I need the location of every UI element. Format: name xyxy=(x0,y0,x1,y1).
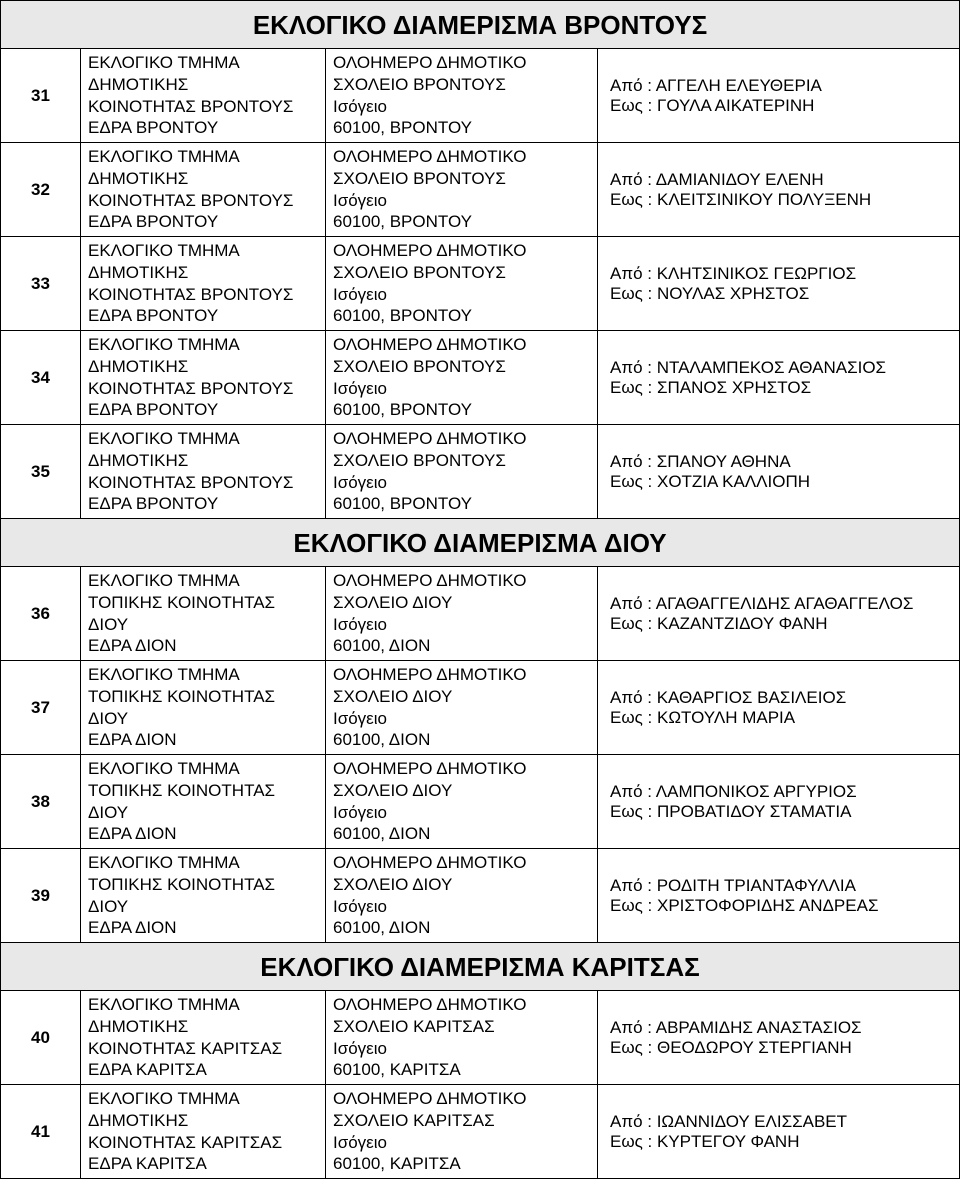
voter-range-cell xyxy=(598,331,960,425)
department-line: ΕΚΛΟΓΙΚΟ ΤΜΗΜΑ xyxy=(88,335,240,355)
table-row xyxy=(1,331,960,425)
location-line: ΟΛΟΗΜΕΡΟ ΔΗΜΟΤΙΚΟ xyxy=(333,571,527,591)
voter-range-cell xyxy=(598,755,960,849)
section-header-row xyxy=(1,1,960,49)
location-line: Ισόγειο xyxy=(333,1132,387,1152)
location-line: Ισόγειο xyxy=(333,96,387,116)
location-line: Ισόγειο xyxy=(333,284,387,304)
table-row xyxy=(1,661,960,755)
location-line: ΟΛΟΗΜΕΡΟ ΔΗΜΟΤΙΚΟ xyxy=(333,335,527,355)
department-line: ΔΙΟΥ xyxy=(88,708,129,728)
location-line: 60100, ΔΙΟΝ xyxy=(333,918,431,938)
department-line: ΤΟΠΙΚΗΣ ΚΟΙΝΟΤΗΤΑΣ xyxy=(88,780,276,800)
table-row xyxy=(1,567,960,661)
station-number: 35 xyxy=(1,425,81,519)
department-line: ΚΟΙΝΟΤΗΤΑΣ ΚΑΡΙΤΣΑΣ xyxy=(88,1132,283,1152)
voter-range-cell xyxy=(598,991,960,1085)
section-title: ΕΚΛΟΓΙΚΟ ΔΙΑΜΕΡΙΣΜΑ ΔΙΟΥ xyxy=(1,519,960,567)
department-line: ΤΟΠΙΚΗΣ ΚΟΙΝΟΤΗΤΑΣ xyxy=(88,874,276,894)
department-line: ΚΟΙΝΟΤΗΤΑΣ ΚΑΡΙΤΣΑΣ xyxy=(88,1038,283,1058)
location-line: ΣΧΟΛΕΙΟ ΔΙΟΥ xyxy=(333,686,453,706)
station-number: 38 xyxy=(1,755,81,849)
department-cell xyxy=(81,143,326,237)
location-line: ΟΛΟΗΜΕΡΟ ΔΗΜΟΤΙΚΟ xyxy=(333,995,527,1015)
department-line: ΔΗΜΟΤΙΚΗΣ xyxy=(88,356,189,376)
voter-range-to: Εως : ΚΥΡΤΕΓΟΥ ΦΑΝΗ xyxy=(610,1131,800,1151)
location-line: ΟΛΟΗΜΕΡΟ ΔΗΜΟΤΙΚΟ xyxy=(333,147,527,167)
voter-range-cell xyxy=(598,143,960,237)
table-row xyxy=(1,237,960,331)
voter-range-from: Από : ΑΓΑΘΑΓΓΕΛΙΔΗΣ ΑΓΑΘΑΓΓΕΛΟΣ xyxy=(610,593,914,613)
department-line: ΕΚΛΟΓΙΚΟ ΤΜΗΜΑ xyxy=(88,995,240,1015)
department-line: ΤΟΠΙΚΗΣ ΚΟΙΝΟΤΗΤΑΣ xyxy=(88,592,276,612)
department-line: ΔΙΟΥ xyxy=(88,896,129,916)
voter-range-from: Από : ΣΠΑΝΟΥ ΑΘΗΝΑ xyxy=(610,451,791,471)
section-title: ΕΚΛΟΓΙΚΟ ΔΙΑΜΕΡΙΣΜΑ ΒΡΟΝΤΟΥΣ xyxy=(1,1,960,49)
department-line: ΔΗΜΟΤΙΚΗΣ xyxy=(88,1016,189,1036)
table-row xyxy=(1,849,960,943)
location-line: Ισόγειο xyxy=(333,472,387,492)
voter-range-cell xyxy=(598,237,960,331)
location-line: Ισόγειο xyxy=(333,896,387,916)
voter-range-cell xyxy=(598,425,960,519)
voter-range-to: Εως : ΘΕΟΔΩΡΟΥ ΣΤΕΡΓΙΑΝΗ xyxy=(610,1037,852,1057)
table-row xyxy=(1,143,960,237)
location-cell xyxy=(326,661,598,755)
location-line: 60100, ΔΙΟΝ xyxy=(333,730,431,750)
location-line: Ισόγειο xyxy=(333,190,387,210)
department-line: ΕΔΡΑ ΔΙΟΝ xyxy=(88,636,177,656)
station-number: 34 xyxy=(1,331,81,425)
department-line: ΕΔΡΑ ΔΙΟΝ xyxy=(88,824,177,844)
voter-range-to: Εως : ΣΠΑΝΟΣ ΧΡΗΣΤΟΣ xyxy=(610,377,812,397)
voter-range-to: Εως : ΧΟΤΖΙΑ ΚΑΛΛΙΟΠΗ xyxy=(610,471,811,491)
location-line: ΣΧΟΛΕΙΟ ΒΡΟΝΤΟΥΣ xyxy=(333,74,506,94)
location-cell xyxy=(326,755,598,849)
voter-range-to: Εως : ΠΡΟΒΑΤΙΔΟΥ ΣΤΑΜΑΤΙΑ xyxy=(610,801,852,821)
voter-range-from: Από : ΑΓΓΕΛΗ ΕΛΕΥΘΕΡΙΑ xyxy=(610,75,822,95)
station-number: 40 xyxy=(1,991,81,1085)
voter-range-to: Εως : ΝΟΥΛΑΣ ΧΡΗΣΤΟΣ xyxy=(610,283,810,303)
department-line: ΕΔΡΑ ΔΙΟΝ xyxy=(88,730,177,750)
location-line: ΣΧΟΛΕΙΟ ΒΡΟΝΤΟΥΣ xyxy=(333,168,506,188)
station-number: 33 xyxy=(1,237,81,331)
location-line: Ισόγειο xyxy=(333,378,387,398)
department-line: ΕΚΛΟΓΙΚΟ ΤΜΗΜΑ xyxy=(88,571,240,591)
location-line: ΣΧΟΛΕΙΟ ΒΡΟΝΤΟΥΣ xyxy=(333,262,506,282)
department-line: ΕΔΡΑ ΚΑΡΙΤΣΑ xyxy=(88,1154,207,1174)
department-line: ΚΟΙΝΟΤΗΤΑΣ ΒΡΟΝΤΟΥΣ xyxy=(88,190,294,210)
department-line: ΕΚΛΟΓΙΚΟ ΤΜΗΜΑ xyxy=(88,853,240,873)
department-line: ΕΚΛΟΓΙΚΟ ΤΜΗΜΑ xyxy=(88,241,240,261)
department-line: ΕΔΡΑ ΒΡΟΝΤΟΥ xyxy=(88,400,219,420)
voter-range-to: Εως : ΚΑΖΑΝΤΖΙΔΟΥ ΦΑΝΗ xyxy=(610,613,828,633)
location-line: ΣΧΟΛΕΙΟ ΒΡΟΝΤΟΥΣ xyxy=(333,450,506,470)
department-cell xyxy=(81,991,326,1085)
location-line: ΣΧΟΛΕΙΟ ΒΡΟΝΤΟΥΣ xyxy=(333,356,506,376)
voter-range-from: Από : ΚΛΗΤΣΙΝΙΚΟΣ ΓΕΩΡΓΙΟΣ xyxy=(610,263,857,283)
voter-range-from: Από : ΡΟΔΙΤΗ ΤΡΙΑΝΤΑΦΥΛΛΙΑ xyxy=(610,875,856,895)
voter-range-cell xyxy=(598,661,960,755)
department-cell xyxy=(81,331,326,425)
location-line: 60100, ΒΡΟΝΤΟΥ xyxy=(333,306,472,326)
location-line: ΣΧΟΛΕΙΟ ΔΙΟΥ xyxy=(333,874,453,894)
location-line: ΟΛΟΗΜΕΡΟ ΔΗΜΟΤΙΚΟ xyxy=(333,429,527,449)
location-line: ΣΧΟΛΕΙΟ ΚΑΡΙΤΣΑΣ xyxy=(333,1016,495,1036)
location-cell xyxy=(326,991,598,1085)
location-line: ΣΧΟΛΕΙΟ ΔΙΟΥ xyxy=(333,780,453,800)
station-number: 37 xyxy=(1,661,81,755)
department-line: ΕΔΡΑ ΚΑΡΙΤΣΑ xyxy=(88,1060,207,1080)
voter-range-from: Από : ΔΑΜΙΑΝΙΔΟΥ ΕΛΕΝΗ xyxy=(610,169,824,189)
voter-range-cell xyxy=(598,567,960,661)
voter-range-cell xyxy=(598,849,960,943)
table-row xyxy=(1,991,960,1085)
table-row xyxy=(1,755,960,849)
station-number: 41 xyxy=(1,1085,81,1179)
department-line: ΕΔΡΑ ΒΡΟΝΤΟΥ xyxy=(88,306,219,326)
location-line: ΟΛΟΗΜΕΡΟ ΔΗΜΟΤΙΚΟ xyxy=(333,241,527,261)
location-line: Ισόγειο xyxy=(333,614,387,634)
department-line: ΤΟΠΙΚΗΣ ΚΟΙΝΟΤΗΤΑΣ xyxy=(88,686,276,706)
voter-range-to: Εως : ΓΟΥΛΑ ΑΙΚΑΤΕΡΙΝΗ xyxy=(610,95,815,115)
department-line: ΔΗΜΟΤΙΚΗΣ xyxy=(88,168,189,188)
location-line: ΟΛΟΗΜΕΡΟ ΔΗΜΟΤΙΚΟ xyxy=(333,53,527,73)
location-line: 60100, ΒΡΟΝΤΟΥ xyxy=(333,400,472,420)
location-line: 60100, ΒΡΟΝΤΟΥ xyxy=(333,118,472,138)
department-line: ΚΟΙΝΟΤΗΤΑΣ ΒΡΟΝΤΟΥΣ xyxy=(88,378,294,398)
location-cell xyxy=(326,331,598,425)
voter-range-from: Από : ΝΤΑΛΑΜΠΕΚΟΣ ΑΘΑΝΑΣΙΟΣ xyxy=(610,357,887,377)
voter-range-to: Εως : ΚΛΕΙΤΣΙΝΙΚΟΥ ΠΟΛΥΞΕΝΗ xyxy=(610,189,872,209)
department-line: ΚΟΙΝΟΤΗΤΑΣ ΒΡΟΝΤΟΥΣ xyxy=(88,284,294,304)
location-line: Ισόγειο xyxy=(333,708,387,728)
location-line: Ισόγειο xyxy=(333,1038,387,1058)
location-line: ΟΛΟΗΜΕΡΟ ΔΗΜΟΤΙΚΟ xyxy=(333,665,527,685)
location-line: ΟΛΟΗΜΕΡΟ ΔΗΜΟΤΙΚΟ xyxy=(333,853,527,873)
table-row xyxy=(1,1085,960,1179)
department-line: ΔΗΜΟΤΙΚΗΣ xyxy=(88,74,189,94)
location-cell xyxy=(326,237,598,331)
voter-range-from: Από : ΚΑΘΑΡΓΙΟΣ ΒΑΣΙΛΕΙΟΣ xyxy=(610,687,847,707)
voter-range-cell xyxy=(598,1085,960,1179)
department-line: ΕΚΛΟΓΙΚΟ ΤΜΗΜΑ xyxy=(88,665,240,685)
location-line: 60100, ΚΑΡΙΤΣΑ xyxy=(333,1060,461,1080)
location-cell xyxy=(326,49,598,143)
department-cell xyxy=(81,755,326,849)
table-row xyxy=(1,49,960,143)
station-number: 31 xyxy=(1,49,81,143)
location-line: 60100, ΒΡΟΝΤΟΥ xyxy=(333,212,472,232)
department-cell xyxy=(81,661,326,755)
department-line: ΕΔΡΑ ΒΡΟΝΤΟΥ xyxy=(88,494,219,514)
department-line: ΚΟΙΝΟΤΗΤΑΣ ΒΡΟΝΤΟΥΣ xyxy=(88,472,294,492)
location-line: 60100, ΚΑΡΙΤΣΑ xyxy=(333,1154,461,1174)
location-cell xyxy=(326,1085,598,1179)
department-line: ΕΚΛΟΓΙΚΟ ΤΜΗΜΑ xyxy=(88,429,240,449)
department-line: ΕΔΡΑ ΒΡΟΝΤΟΥ xyxy=(88,118,219,138)
section-title: ΕΚΛΟΓΙΚΟ ΔΙΑΜΕΡΙΣΜΑ ΚΑΡΙΤΣΑΣ xyxy=(1,943,960,991)
department-line: ΔΗΜΟΤΙΚΗΣ xyxy=(88,262,189,282)
location-cell xyxy=(326,567,598,661)
voter-range-to: Εως : ΚΩΤΟΥΛΗ ΜΑΡΙΑ xyxy=(610,707,796,727)
department-line: ΕΔΡΑ ΒΡΟΝΤΟΥ xyxy=(88,212,219,232)
voter-range-from: Από : ΙΩΑΝΝΙΔΟΥ ΕΛΙΣΣΑΒΕΤ xyxy=(610,1111,848,1131)
department-line: ΔΗΜΟΤΙΚΗΣ xyxy=(88,450,189,470)
location-line: ΣΧΟΛΕΙΟ ΚΑΡΙΤΣΑΣ xyxy=(333,1110,495,1130)
location-line: 60100, ΔΙΟΝ xyxy=(333,824,431,844)
department-line: ΚΟΙΝΟΤΗΤΑΣ ΒΡΟΝΤΟΥΣ xyxy=(88,96,294,116)
location-line: ΟΛΟΗΜΕΡΟ ΔΗΜΟΤΙΚΟ xyxy=(333,1089,527,1109)
department-line: ΕΚΛΟΓΙΚΟ ΤΜΗΜΑ xyxy=(88,759,240,779)
department-line: ΕΔΡΑ ΔΙΟΝ xyxy=(88,918,177,938)
section-header-row xyxy=(1,519,960,567)
department-cell xyxy=(81,425,326,519)
location-line: Ισόγειο xyxy=(333,802,387,822)
voter-range-cell xyxy=(598,49,960,143)
location-line: 60100, ΔΙΟΝ xyxy=(333,636,431,656)
voter-range-to: Εως : ΧΡΙΣΤΟΦΟΡΙΔΗΣ ΑΝΔΡΕΑΣ xyxy=(610,895,879,915)
department-cell xyxy=(81,567,326,661)
voter-range-from: Από : ΑΒΡΑΜΙΔΗΣ ΑΝΑΣΤΑΣΙΟΣ xyxy=(610,1017,862,1037)
voter-range-from: Από : ΛΑΜΠΟΝΙΚΟΣ ΑΡΓΥΡΙΟΣ xyxy=(610,781,857,801)
department-line: ΔΙΟΥ xyxy=(88,614,129,634)
table-row xyxy=(1,425,960,519)
department-cell xyxy=(81,237,326,331)
section-header-row xyxy=(1,943,960,991)
department-line: ΔΗΜΟΤΙΚΗΣ xyxy=(88,1110,189,1130)
location-line: ΟΛΟΗΜΕΡΟ ΔΗΜΟΤΙΚΟ xyxy=(333,759,527,779)
location-line: ΣΧΟΛΕΙΟ ΔΙΟΥ xyxy=(333,592,453,612)
location-line: 60100, ΒΡΟΝΤΟΥ xyxy=(333,494,472,514)
department-line: ΔΙΟΥ xyxy=(88,802,129,822)
department-cell xyxy=(81,1085,326,1179)
department-cell xyxy=(81,849,326,943)
station-number: 39 xyxy=(1,849,81,943)
department-line: ΕΚΛΟΓΙΚΟ ΤΜΗΜΑ xyxy=(88,147,240,167)
department-cell xyxy=(81,49,326,143)
station-number: 32 xyxy=(1,143,81,237)
department-line: ΕΚΛΟΓΙΚΟ ΤΜΗΜΑ xyxy=(88,1089,240,1109)
location-cell xyxy=(326,849,598,943)
department-line: ΕΚΛΟΓΙΚΟ ΤΜΗΜΑ xyxy=(88,53,240,73)
station-number: 36 xyxy=(1,567,81,661)
location-cell xyxy=(326,425,598,519)
location-cell xyxy=(326,143,598,237)
